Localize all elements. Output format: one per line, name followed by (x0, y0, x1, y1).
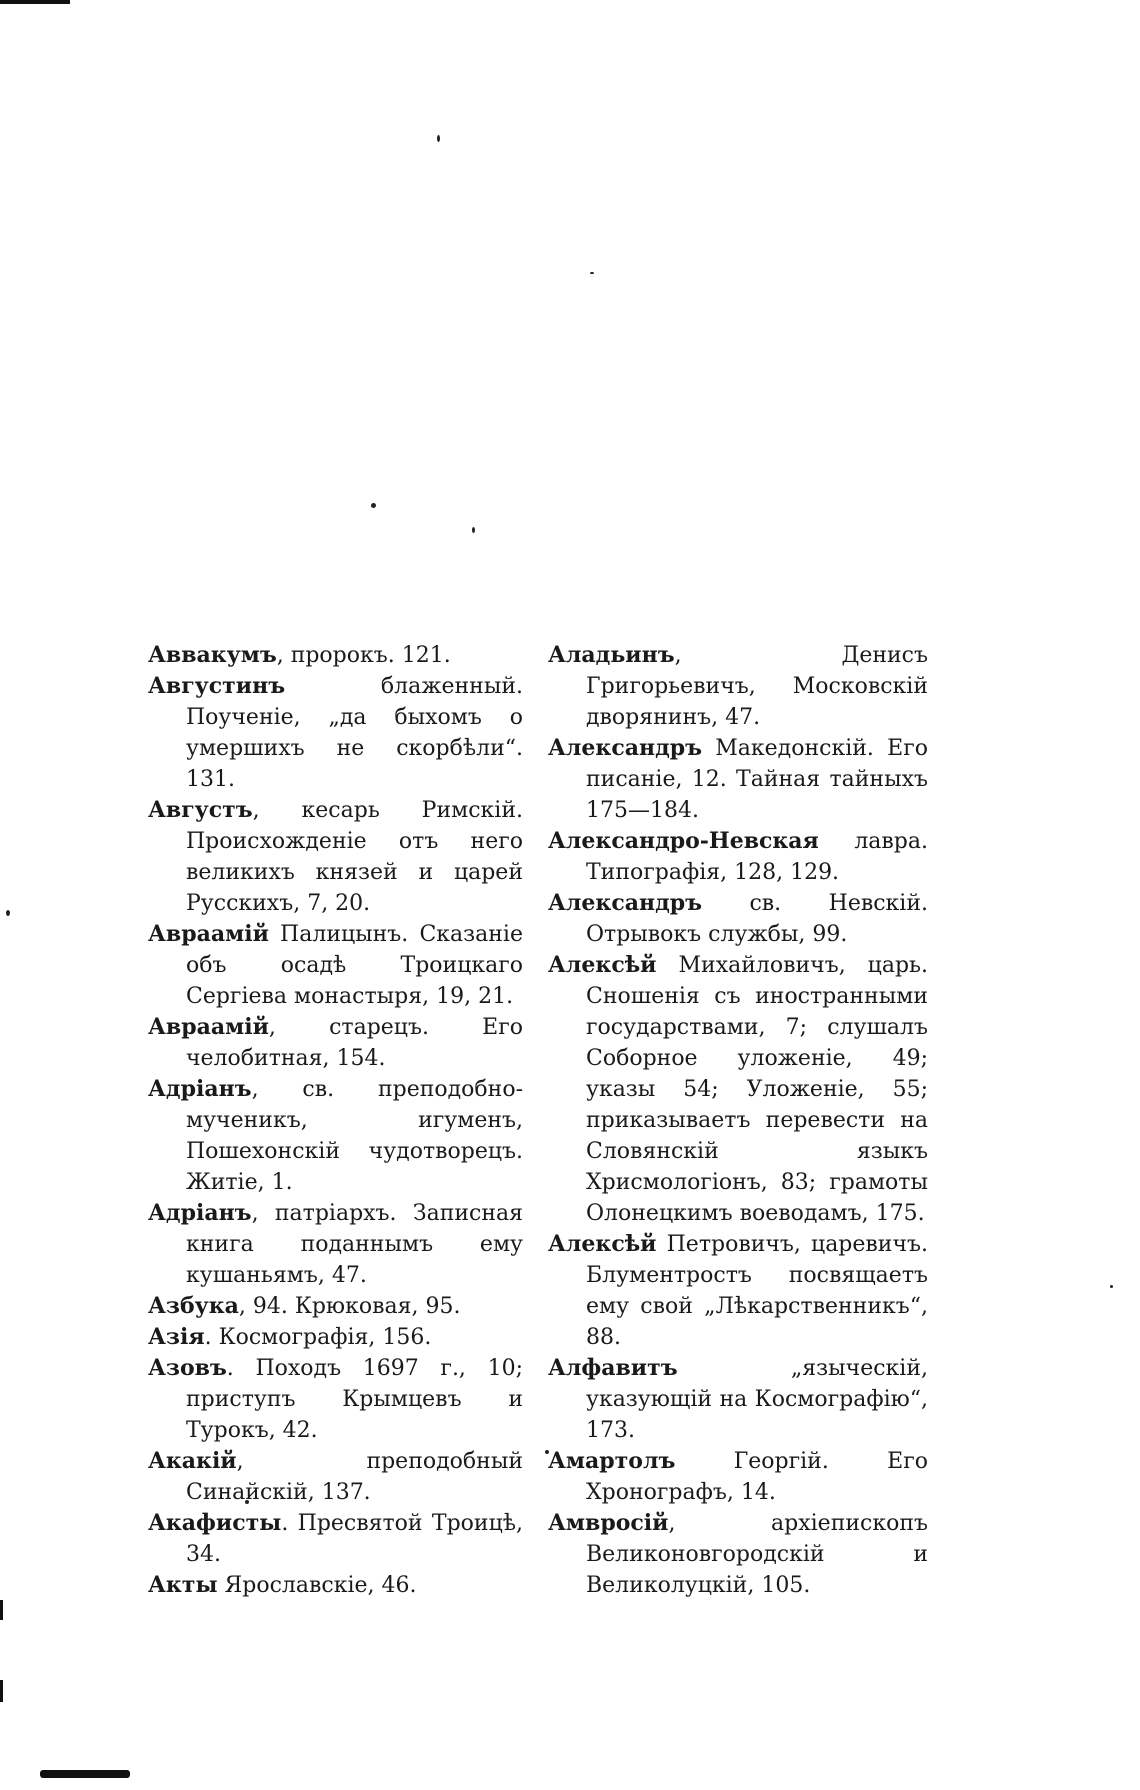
entry-text: Михайловичъ, царь. Сношенія съ иностранными государствами, 7; слушалъ Соборное уложеніе, 49; указы 54; Уложеніе, 55; приказываетъ перевести на Словянскій языкъ Хрисмологіонъ, 83; грамоты Олонецкимъ воеводамъ, 175. (586, 953, 928, 1226)
entry-text: Палицынъ. Сказаніе объ осадѣ Троицкаго Сергіева монастыря, 19, 21. (186, 922, 523, 1009)
entry-heading: Августинъ (148, 673, 286, 699)
index-entry (548, 1508, 928, 1601)
entry-heading: Аввакумъ (148, 642, 277, 668)
scan-edge-artifact (0, 1600, 3, 1620)
index-entry (148, 1322, 523, 1353)
entry-heading: Авраамій (148, 1014, 269, 1040)
entry-text: , 94. Крюковая, 95. (238, 1294, 461, 1319)
scan-speck (6, 910, 10, 916)
index-entry (548, 1353, 928, 1446)
entry-text: св. Невскій. Отрывокъ службы, 99. (586, 891, 928, 947)
entry-text: , патріархъ. Записная книга поданнымъ ему кушаньямъ, 47. (186, 1201, 523, 1288)
entry-heading: Акты (148, 1572, 218, 1598)
entry-heading: Адріанъ (148, 1076, 252, 1102)
entry-text: Македонскій. Его писаніе, 12. Тайная тайныхъ 175—184. (586, 736, 928, 823)
entry-heading: Азія (148, 1324, 205, 1350)
entry-heading: Алексѣй (548, 952, 657, 978)
index-entry (548, 826, 928, 888)
scan-edge-artifact (0, 1680, 3, 1702)
index-entry (148, 1198, 523, 1291)
index-entry (548, 1229, 928, 1353)
index-column-left (148, 640, 523, 1601)
index-entry (148, 640, 523, 671)
entry-heading: Азовъ (148, 1355, 227, 1381)
entry-text: „языческій, указующій на Космографію“, 173. (586, 1356, 928, 1443)
entry-heading: Алфавитъ (548, 1355, 678, 1381)
entry-text: Петровичъ, царевичъ. Блументростъ посвящаетъ ему свой „Лѣкарственникъ“, 88. (586, 1232, 928, 1350)
entry-text: . Пресвятой Троицѣ, 34. (186, 1511, 523, 1567)
entry-text: , преподобный Синайскій, 137. (186, 1449, 523, 1505)
index-entry (148, 1353, 523, 1446)
index-entry (548, 1446, 928, 1508)
scan-speck (590, 272, 594, 274)
entry-text: , старецъ. Его челобитная, 154. (186, 1015, 523, 1071)
index-entry (548, 888, 928, 950)
entry-text: , пророкъ. 121. (276, 643, 451, 668)
entry-heading: Августъ (148, 797, 253, 823)
index-entry (148, 795, 523, 919)
scan-speck (371, 503, 376, 508)
entry-heading: Азбука (148, 1293, 239, 1319)
entry-heading: Авраамій (148, 921, 269, 947)
entry-text: лавра. Типографія, 128, 129. (586, 829, 928, 885)
entry-heading: Аладьинъ (548, 642, 675, 668)
scan-speck (472, 527, 475, 533)
index-entry (148, 1508, 523, 1570)
entry-text: , св. преподобно-мученикъ, игуменъ, Пошехонскій чудотворецъ. Житіе, 1. (186, 1077, 523, 1195)
entry-text: , архіепископъ Великоновгородскій и Великолуцкій, 105. (586, 1511, 928, 1598)
index-entry (548, 640, 928, 733)
index-column-right (548, 640, 928, 1601)
entry-heading: Акакій (148, 1448, 237, 1474)
scan-speck (437, 135, 440, 142)
entry-heading: Алексѣй (548, 1231, 657, 1257)
entry-text: , кесарь Римскій. Происхожденіе отъ него великихъ князей и царей Русскихъ, 7, 20. (186, 798, 523, 916)
entry-heading: Акафисты (148, 1510, 282, 1536)
scan-edge-artifact (40, 1770, 130, 1778)
entry-heading: Александръ (548, 890, 702, 916)
entry-heading: Александро-Невская (548, 828, 819, 854)
index-entry (548, 950, 928, 1229)
entry-text: блаженный. Поученіе, „да быхомъ о умершихъ не скорбѣли“. 131. (186, 674, 523, 792)
index-entry (148, 1074, 523, 1198)
entry-text: , Денисъ Григорьевичъ, Московскій дворянинъ, 47. (586, 643, 928, 730)
index-entry (148, 1446, 523, 1508)
scan-edge-artifact (0, 0, 70, 4)
entry-heading: Александръ (548, 735, 702, 761)
index-entry (148, 671, 523, 795)
index-entry (148, 1012, 523, 1074)
entry-text: . Походъ 1697 г., 10; приступъ Крымцевъ и Турокъ, 42. (186, 1356, 523, 1443)
index-entry (148, 1570, 523, 1601)
entry-text: Ярославскіе, 46. (217, 1573, 417, 1598)
entry-text: Георгій. Его Хронографъ, 14. (586, 1449, 928, 1505)
index-entry (548, 733, 928, 826)
entry-heading: Адріанъ (148, 1200, 252, 1226)
entry-text: . Космографія, 156. (204, 1325, 432, 1350)
scan-speck (1110, 1285, 1113, 1288)
entry-heading: Амвросій (548, 1510, 669, 1536)
entry-heading: Амартолъ (548, 1448, 676, 1474)
index-entry (148, 919, 523, 1012)
index-entry (148, 1291, 523, 1322)
